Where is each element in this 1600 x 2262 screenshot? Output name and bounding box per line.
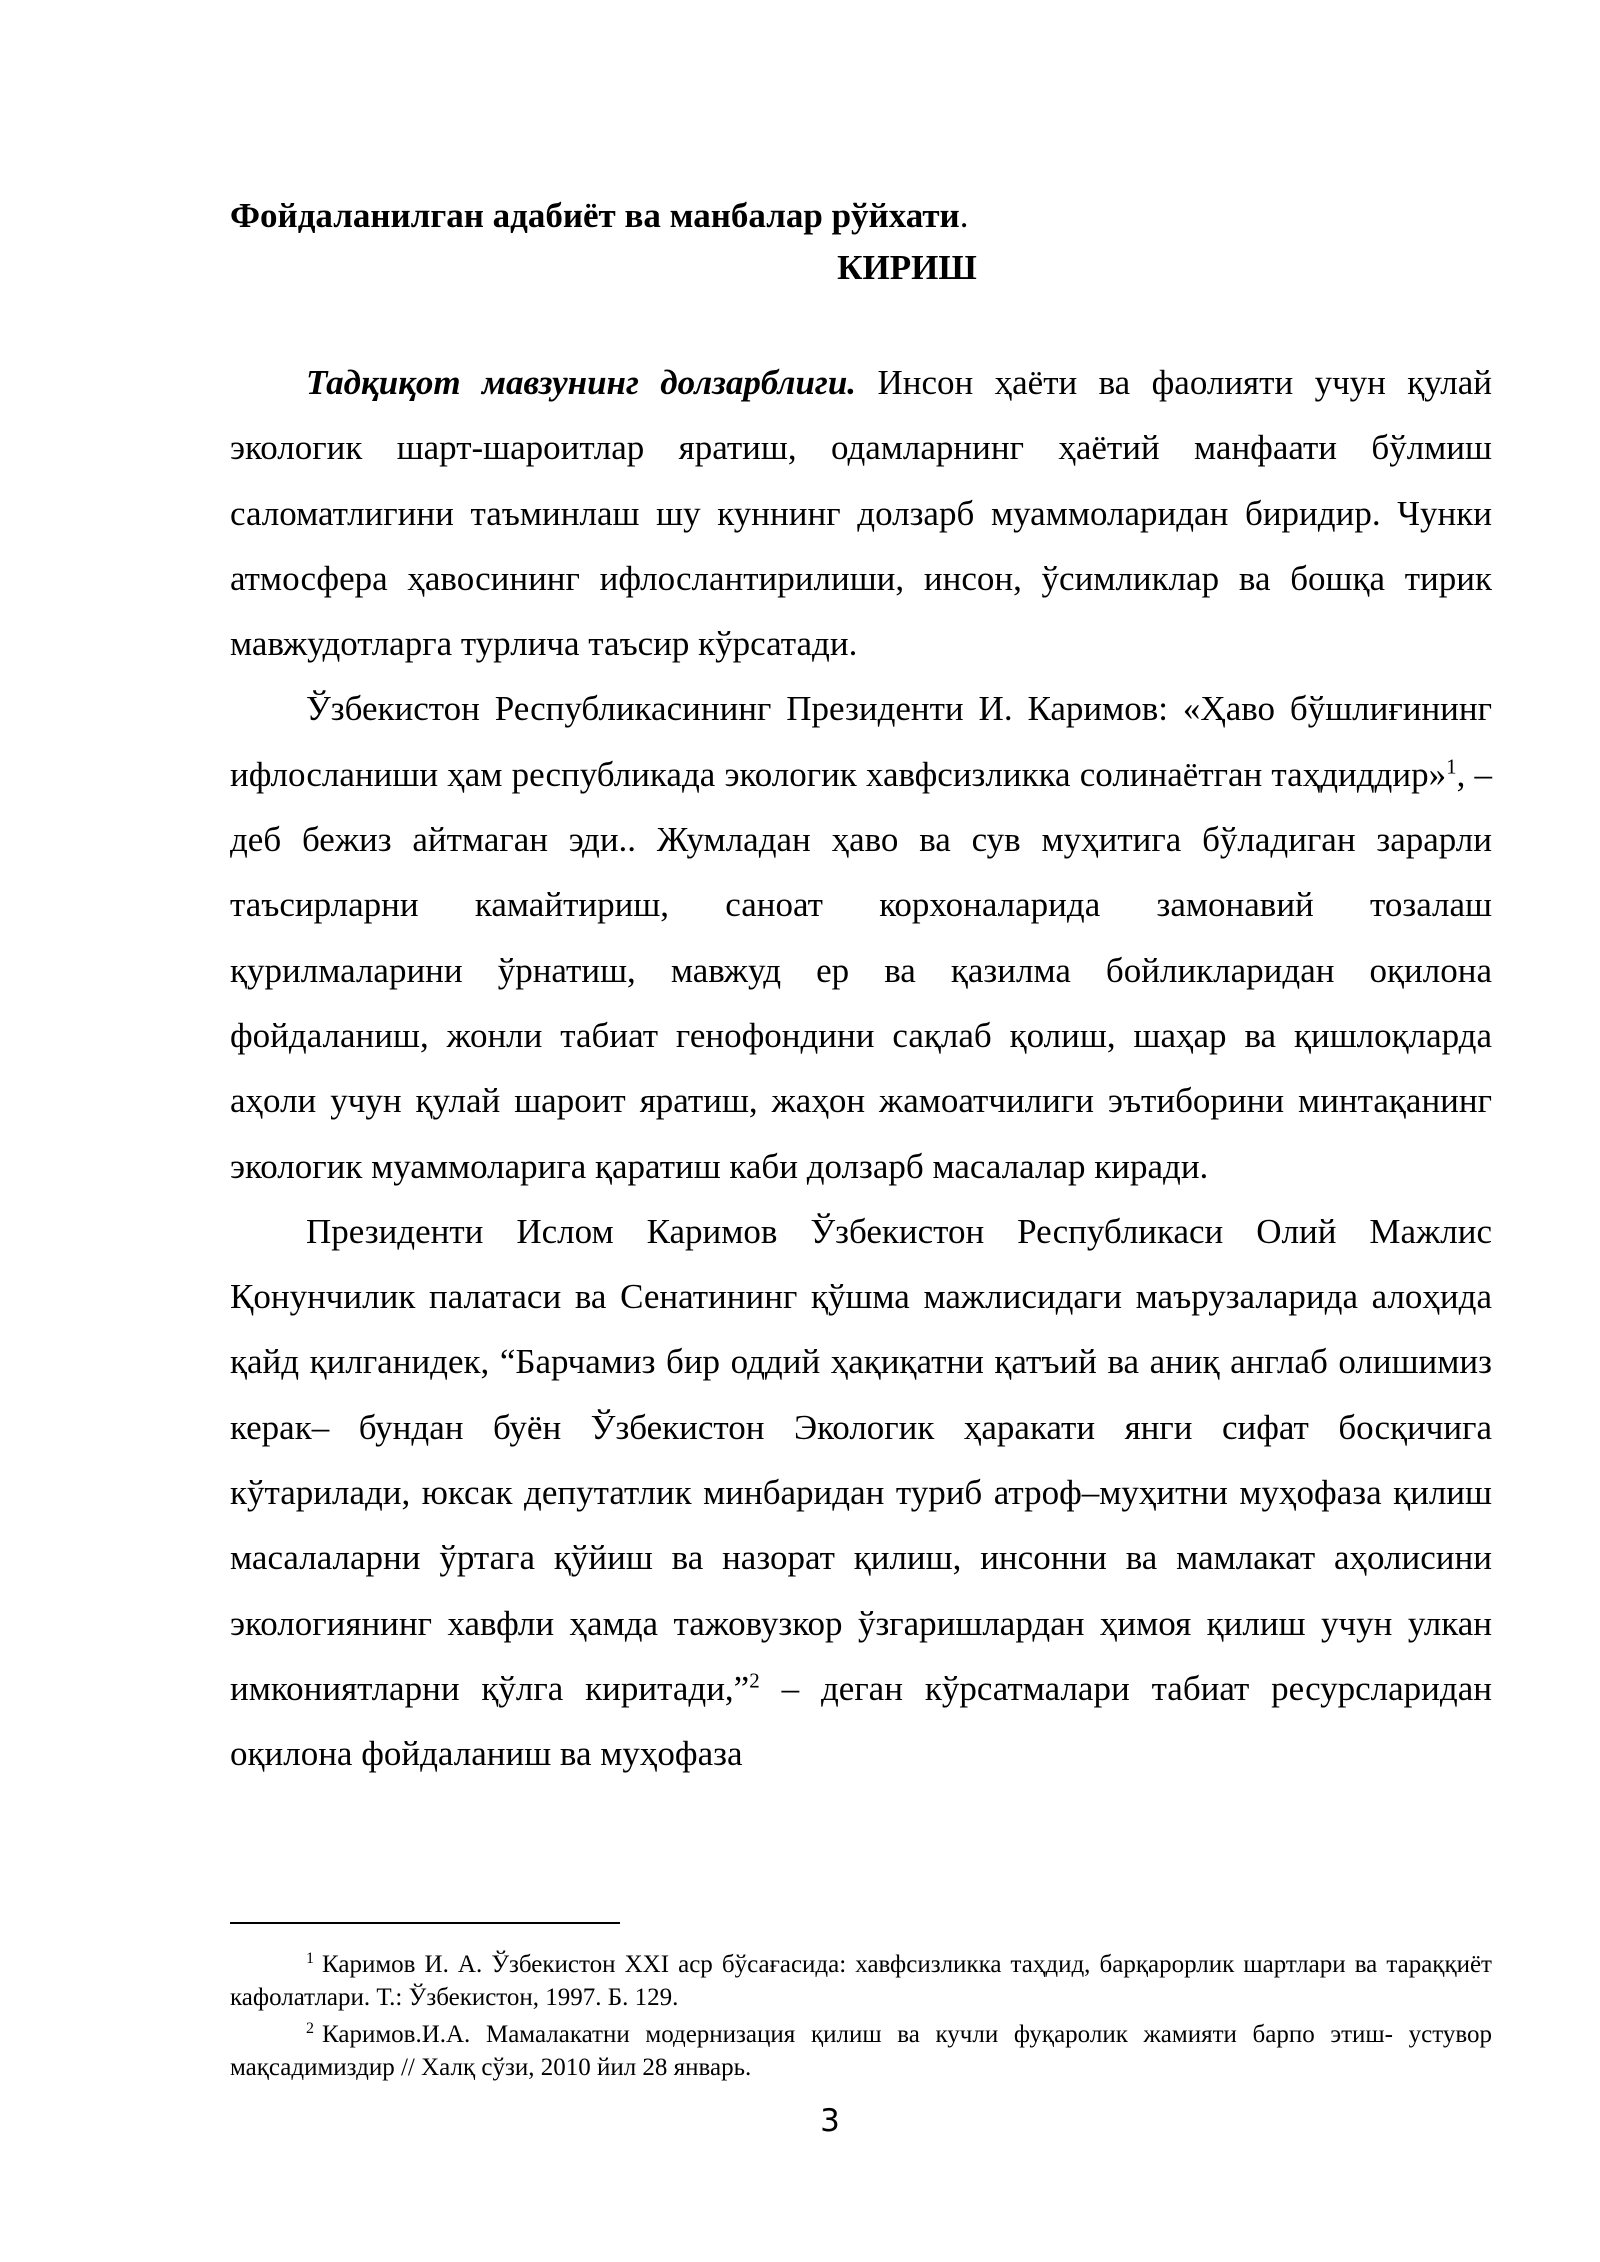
footnote-text: Каримов.И.А. Мамалакатни модернизация қилиш ва кучли фуқаролик жамияти барпо этиш- устувор мақсадимиздир // Халқ сўзи, 2010 йил 28 январь. [230, 2021, 1492, 2081]
footnotes [230, 1948, 1492, 2088]
toc-line-text: Фойдаланилган адабиёт ва манбалар рўйхати [230, 196, 960, 235]
page-content [230, 190, 1492, 1787]
paragraph-text: Президенти Ислом Каримов Ўзбекистон Республикаси Олий Мажлис Қонунчилик палатаси ва Сенатининг қўшма мажлисидаги маърузаларида алоҳида қайд қилганидек, “Барчамиз бир оддий ҳақиқатни қатъий ва аниқ англаб олишимиз керак– бундан буён Ўзбекистон Экологик ҳаракати янги сифат босқичига кўтарилади, юксак депутатлик минбаридан туриб атроф–муҳитни муҳофаза қилиш масалаларни ўртага қўйиш ва назорат қилиш, инсонни ва мамлакат аҳолисини экологиянинг хавфли ҳамда тажовузкор ўзгаришлардан ҳимоя қилиш учун улкан имкониятларни қўлга киритади,” [230, 1211, 1492, 1708]
footnote-mark: 2 [306, 2019, 314, 2037]
toc-line [230, 190, 1492, 242]
chapter-title: КИРИШ [837, 248, 977, 287]
paragraph-text: Ўзбекистон Республикасининг Президенти И. Каримов: «Ҳаво бўшлиғининг ифлосланиши ҳам республикада экологик хавфсизликка солинаётган таҳдиддир» [230, 689, 1492, 794]
paragraph-text: – деган кўрсатмалари табиат ресурсларидан оқилона фойдаланиш ва муҳофаза [230, 1668, 1492, 1774]
paragraph-lead: Тадқиқот мавзунинг долзарблиги. [306, 363, 857, 402]
footnote-1 [230, 1948, 1492, 2014]
footnote-mark: 1 [306, 1949, 314, 1967]
toc-line-end: . [959, 196, 969, 235]
footnote-text: Каримов И. А. Ўзбекистон XXI аср бўсағасида: хавфсизликка таҳдид, барқарорлик шартлари ва тараққиёт кафолатлари. Т.: Ўзбекистон, 1997. Б. 129. [230, 1951, 1492, 2011]
paragraph-text: Инсон ҳаёти ва фаолияти учун қулай экологик шарт-шароитлар яратиш, одамларнинг ҳаётий манфаати бўлмиш саломатлигини таъминлаш шу куннинг долзарб муаммоларидан биридир. Чунки атмосфера ҳавосининг ифлослантирилиши, инсон, ўсимликлар ва бошқа тирик мавжудотларга турлича таъсир кўрсатади. [230, 363, 1492, 664]
footnote-ref-2[interactable]: 2 [749, 1668, 760, 1693]
footnote-ref-1[interactable]: 1 [1446, 754, 1457, 779]
paragraph-president-quote [230, 676, 1492, 1198]
paragraph-relevance [230, 350, 1492, 676]
footnote-2 [230, 2018, 1492, 2084]
paragraph-parliament-speech [230, 1199, 1492, 1787]
paragraph-text: , – деб бежиз айтмаган эди.. Жумладан ҳаво ва сув муҳитига бўладиган зарарли таъсирларни камайтириш, саноат корхоналарида замонавий тозалаш қурилмаларини ўрнатиш, мавжуд ер ва қазилма бойликларидан оқилона фойдаланиш, жонли табиат генофондини сақлаб қолиш, шаҳар ва қишлоқларда аҳоли учун қулай шароит яратиш, жаҳон жамоатчилиги эътиборини минтақанинг экологик муаммоларига қаратиш каби долзарб масалалар киради. [230, 754, 1493, 1186]
footnote-separator [230, 1922, 620, 1924]
page-number: 3 [820, 2103, 840, 2139]
